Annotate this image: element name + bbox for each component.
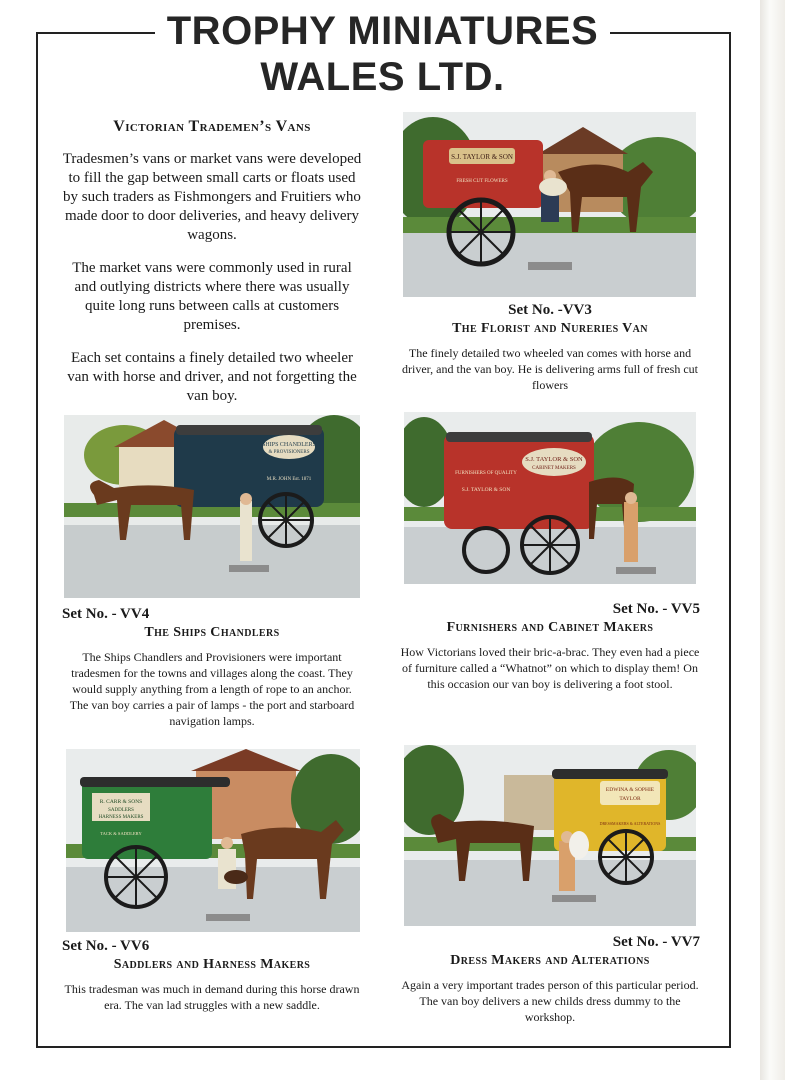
intro-paragraph-2: The market vans were commonly used in rural and outlying districts where there was usually quite long runs between calls at customers premises. (72, 260, 352, 333)
caption-vv4 (62, 606, 362, 729)
van-text-vv3: FRESH CUT FLOWERS (456, 179, 508, 184)
van-sign-vv7: EDWINA & SOPHIE (605, 787, 655, 793)
photo-vv6 (66, 749, 360, 932)
set-title-vv4: The Ships Chandlers (144, 625, 280, 640)
van-sign-vv7-sub: TAYLOR (619, 796, 641, 802)
van-body-vv5 (444, 434, 594, 529)
set-title-vv7: Dress Makers and Alterations (450, 953, 650, 968)
photo-vv5 (404, 412, 696, 584)
title-line-1: TROPHY MINIATURES (166, 9, 599, 53)
set-description-vv5: How Victorians loved their bric-a-brac. They even had a piece of furniture called a “Whatnot” on which to display them! On this occasion our van boy is delivering a foot stool. (400, 645, 700, 691)
van-sign-vv4: SHIPS CHANDLERS (262, 442, 316, 448)
set-title-vv3: The Florist and Nureries Van (452, 321, 648, 336)
set-description-vv6: This tradesman was much in demand during this horse drawn era. The van lad struggles with a new saddle. (64, 982, 360, 1012)
title-line-2: WALES LTD. (260, 55, 505, 99)
van-text-vv5: FURNISHERS OF QUALITY (455, 471, 517, 476)
set-number-vv7: Set No. - VV7 (612, 934, 700, 950)
caption-vv5 (400, 601, 700, 692)
photo-vv3 (403, 112, 696, 297)
caption-vv3 (400, 302, 700, 393)
van-sign-vv6: R. CARR & SONS (99, 799, 143, 805)
set-number-vv5: Set No. - VV5 (612, 601, 700, 617)
caption-vv6 (62, 938, 362, 1013)
page-edge (760, 0, 785, 1080)
van-sign-vv4-sub: & PROVISIONERS (268, 450, 310, 455)
van-sign-vv3: S.J. TAYLOR & SON (451, 153, 513, 161)
van-text-vv6: TACK & SADDLERY (100, 831, 142, 836)
van-text-vv7: DRESSMAKERS & ALTERATIONS (599, 821, 661, 826)
set-description-vv4: The Ships Chandlers and Provisioners were important tradesmen for the towns and villages along the coast. They would supply anything from a length of rope to an anchor. The van boy carries a pair of lamps - the port and starboard navigation lamps. (69, 650, 355, 728)
set-title-vv6: Saddlers and Harness Makers (113, 957, 311, 972)
set-number-vv6: Set No. - VV6 (62, 938, 150, 954)
van-text-vv4: M.R. JOHN Est. 1871 (266, 477, 312, 482)
van-sign-vv5: S.J. TAYLOR & SON (525, 456, 583, 463)
van-text-vv5-name: S.J. TAYLOR & SON (461, 487, 511, 493)
intro-paragraph-3: Each set contains a finely detailed two wheeler van with horse and driver, and not forgetting the van boy. (67, 350, 357, 404)
caption-vv7 (400, 934, 700, 1025)
intro-section (62, 118, 362, 420)
set-number-vv3: Set No. -VV3 (508, 302, 592, 318)
van-sign-vv6-a: SADDLERS (108, 808, 134, 813)
van-sign-vv6-b: HARNESS MAKERS (98, 815, 144, 820)
set-description-vv3: The finely detailed two wheeled van comes with horse and driver, and the van boy. He is delivering arms full of fresh cut flowers (402, 346, 698, 392)
intro-paragraph-1: Tradesmen’s vans or market vans were developed to fill the gap between small carts or floats used by such traders as Fishmongers and Fruitiers who made door to door deliveries, and heavy delivery wagons. (62, 151, 362, 243)
photo-vv4 (64, 415, 360, 598)
page-title (155, 8, 610, 100)
van-sign-vv5-sub: CABINET MAKERS (532, 466, 576, 471)
intro-heading: Victorian Trademen’s Vans (113, 118, 311, 135)
set-title-vv5: Furnishers and Cabinet Makers (446, 620, 654, 635)
set-description-vv7: Again a very important trades person of this particular period. The van boy delivers a new childs dress dummy to the workshop. (401, 978, 699, 1024)
photo-vv7 (404, 745, 696, 926)
set-number-vv4: Set No. - VV4 (62, 606, 150, 622)
